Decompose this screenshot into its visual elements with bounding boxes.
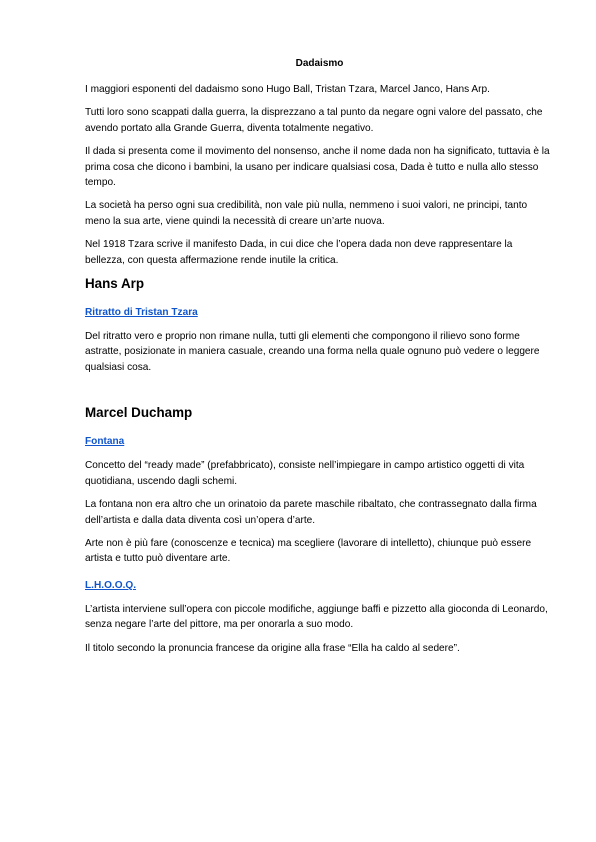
link-fontana[interactable]: Fontana bbox=[85, 436, 125, 448]
paragraph: Il titolo secondo la pronuncia francese da origine alla frase “Ella ha caldo al sedere”. bbox=[85, 642, 460, 654]
link-ritratto-tristan-tzara[interactable]: Ritratto di Tristan Tzara bbox=[85, 307, 198, 319]
heading-hans-arp: Hans Arp bbox=[85, 276, 145, 292]
link-lhooq[interactable]: L.H.O.O.Q. bbox=[85, 579, 137, 591]
paragraph: La società ha perso ogni sua credibilità, non vale più nulla, nemmeno i suoi valori, ne principi, tanto meno la sua arte, viene quindi la necessità di creare un’arte nuova. bbox=[85, 200, 528, 227]
heading-marcel-duchamp: Marcel Duchamp bbox=[85, 405, 193, 421]
paragraph: Nel 1918 Tzara scrive il manifesto Dada, in cui dice che l’opera dada non deve rappresentare la bellezza, con questa affermazione rende inutile la critica. bbox=[85, 239, 513, 266]
paragraph: I maggiori esponenti del dadaismo sono Hugo Ball, Tristan Tzara, Marcel Janco, Hans Arp. bbox=[85, 84, 490, 95]
paragraph: Tutti loro sono scappati dalla guerra, la disprezzano a tal punto da negare ogni valore del passato, che avendo portato alla Grande Guerra, diventa totalmente negativo. bbox=[85, 107, 543, 134]
document-title: Dadaismo bbox=[295, 58, 344, 69]
paragraph: Del ritratto vero e proprio non rimane nulla, tutti gli elementi che compongono il rilievo sono forme astratte, posizionate in maniera casuale, creando una forma nella quale ognuno può vedere o leggere qualsiasi cosa. bbox=[85, 331, 540, 373]
paragraph: L’artista interviene sull’opera con piccole modifiche, aggiunge baffi e pizzetto alla gioconda di Leonardo, senza negare l’arte del pittore, ma per onorarla a suo modo. bbox=[85, 603, 548, 631]
paragraph: Il dada si presenta come il movimento del nonsenso, anche il nome dada non ha significato, tuttavia è la prima cosa che dicono i bambini, la usano per indicare qualsiasi cosa, Dada è tutto e nulla allo stesso tempo. bbox=[85, 146, 550, 189]
paragraph: La fontana non era altro che un orinatoio da parete maschile ribaltato, che contrassegnato dalla firma dell’artista e dalla data diventa così un’opera d’arte. bbox=[85, 499, 537, 526]
paragraph: Concetto del “ready made” (prefabbricato), consiste nell’impiegare in campo artistico oggetti di vita quotidiana, uscendo dagli schemi. bbox=[85, 460, 525, 487]
paragraph: Arte non è più fare (conoscenze e tecnica) ma scegliere (lavorare di intelletto), chiunque può essere artista e tutto può diventare arte. bbox=[85, 537, 532, 565]
